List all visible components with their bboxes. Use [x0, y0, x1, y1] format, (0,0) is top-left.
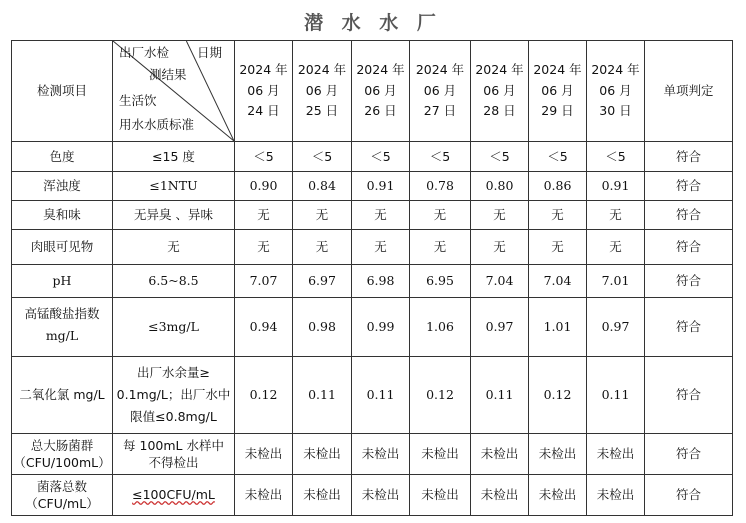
item-cell: 菌落总数 （CFU/mL） — [12, 475, 113, 516]
value-cell: 无 — [352, 201, 410, 230]
value-cell: 1.01 — [529, 298, 587, 357]
value-cell: 0.11 — [471, 357, 529, 434]
value-cell: ＜5 — [529, 142, 587, 172]
diag-label-result: 测结果 — [149, 67, 187, 82]
value-cell: 无 — [293, 201, 352, 230]
standard-cell: 6.5~8.5 — [113, 265, 235, 298]
water-quality-table — [11, 40, 733, 516]
standard-cell: 出厂水余量≥ 0.1mg/L；出厂水中 限值≤0.8mg/L — [113, 357, 235, 434]
verdict-column-header: 单项判定 — [645, 41, 733, 142]
value-cell: 未检出 — [293, 434, 352, 475]
diag-label-std1: 生活饮 — [119, 93, 157, 108]
value-cell: ＜5 — [410, 142, 471, 172]
value-cell: 6.98 — [352, 265, 410, 298]
value-cell: 0.12 — [529, 357, 587, 434]
date-header: 2024 年 06 月 24 日 — [235, 41, 293, 142]
value-cell: 0.11 — [352, 357, 410, 434]
value-cell: 无 — [410, 230, 471, 265]
standard-cell: 无异臭 、异味 — [113, 201, 235, 230]
value-cell: 未检出 — [471, 434, 529, 475]
value-cell: 无 — [293, 230, 352, 265]
value-cell: 6.97 — [293, 265, 352, 298]
verdict-cell: 符合 — [645, 475, 733, 516]
date-header: 2024 年 06 月 26 日 — [352, 41, 410, 142]
date-header: 2024 年 06 月 27 日 — [410, 41, 471, 142]
value-cell: 无 — [471, 201, 529, 230]
value-cell: 未检出 — [410, 475, 471, 516]
value-cell: 0.11 — [293, 357, 352, 434]
value-cell: 无 — [352, 230, 410, 265]
diag-label-date: 日期 — [197, 45, 223, 60]
verdict-cell: 符合 — [645, 265, 733, 298]
value-cell: 未检出 — [529, 434, 587, 475]
value-cell: 未检出 — [471, 475, 529, 516]
verdict-cell: 符合 — [645, 230, 733, 265]
value-cell: 未检出 — [235, 434, 293, 475]
item-cell: 浑浊度 — [12, 172, 113, 201]
value-cell: 未检出 — [529, 475, 587, 516]
value-cell: 7.04 — [529, 265, 587, 298]
table-row — [12, 357, 733, 434]
item-cell: 色度 — [12, 142, 113, 172]
item-cell: 总大肠菌群 （CFU/100mL） — [12, 434, 113, 475]
value-cell: 0.97 — [587, 298, 645, 357]
value-cell: 未检出 — [410, 434, 471, 475]
value-cell: 7.07 — [235, 265, 293, 298]
table-row — [12, 298, 733, 357]
value-cell: 1.06 — [410, 298, 471, 357]
value-cell: 0.84 — [293, 172, 352, 201]
value-cell: 无 — [529, 230, 587, 265]
value-cell: 未检出 — [352, 475, 410, 516]
value-cell: 无 — [410, 201, 471, 230]
value-cell: 未检出 — [235, 475, 293, 516]
value-cell: 无 — [587, 230, 645, 265]
diag-label-top: 出厂水检 — [119, 45, 170, 60]
value-cell: 无 — [235, 201, 293, 230]
value-cell: 0.86 — [529, 172, 587, 201]
value-cell: 无 — [529, 201, 587, 230]
standard-cell: 无 — [113, 230, 235, 265]
page-title: 潜 水 水 厂 — [304, 12, 442, 34]
item-column-header: 检测项目 — [12, 41, 113, 142]
value-cell: 7.04 — [471, 265, 529, 298]
value-cell: 0.99 — [352, 298, 410, 357]
item-cell: 高锰酸盐指数 mg/L — [12, 298, 113, 357]
value-cell: ＜5 — [352, 142, 410, 172]
value-cell: 无 — [587, 201, 645, 230]
verdict-cell: 符合 — [645, 142, 733, 172]
value-cell: 未检出 — [587, 475, 645, 516]
value-cell: ＜5 — [471, 142, 529, 172]
table-row — [12, 142, 733, 172]
item-cell: 二氧化氯 mg/L — [12, 357, 113, 434]
verdict-cell: 符合 — [645, 357, 733, 434]
value-cell: 7.01 — [587, 265, 645, 298]
table-row — [12, 172, 733, 201]
value-cell: 0.91 — [587, 172, 645, 201]
diag-label-std2: 用水水质标准 — [119, 117, 195, 132]
standard-cell: ≤15 度 — [113, 142, 235, 172]
value-cell: 0.97 — [471, 298, 529, 357]
standard-cell: ≤3mg/L — [113, 298, 235, 357]
standard-cell: ≤1NTU — [113, 172, 235, 201]
item-cell: 肉眼可见物 — [12, 230, 113, 265]
verdict-cell: 符合 — [645, 201, 733, 230]
value-cell: 0.94 — [235, 298, 293, 357]
diagonal-header-cell — [113, 41, 235, 142]
date-header: 2024 年 06 月 29 日 — [529, 41, 587, 142]
value-cell: 0.12 — [410, 357, 471, 434]
table-row — [12, 265, 733, 298]
verdict-cell: 符合 — [645, 298, 733, 357]
date-header: 2024 年 06 月 28 日 — [471, 41, 529, 142]
table-row — [12, 434, 733, 475]
verdict-cell: 符合 — [645, 434, 733, 475]
value-cell: 未检出 — [587, 434, 645, 475]
value-cell: 0.91 — [352, 172, 410, 201]
date-header: 2024 年 06 月 25 日 — [293, 41, 352, 142]
verdict-cell: 符合 — [645, 172, 733, 201]
date-header: 2024 年 06 月 30 日 — [587, 41, 645, 142]
value-cell: 0.80 — [471, 172, 529, 201]
value-cell: 0.11 — [587, 357, 645, 434]
value-cell: 6.95 — [410, 265, 471, 298]
value-cell: 未检出 — [293, 475, 352, 516]
table-row — [12, 230, 733, 265]
value-cell: 未检出 — [352, 434, 410, 475]
value-cell: 0.98 — [293, 298, 352, 357]
value-cell: 0.90 — [235, 172, 293, 201]
table-row — [12, 475, 733, 516]
standard-cell: ≤100CFU/mL — [113, 475, 235, 516]
value-cell: ＜5 — [587, 142, 645, 172]
item-cell: pH — [12, 265, 113, 298]
value-cell: ＜5 — [293, 142, 352, 172]
value-cell: 0.12 — [235, 357, 293, 434]
table-row — [12, 201, 733, 230]
value-cell: ＜5 — [235, 142, 293, 172]
item-cell: 臭和味 — [12, 201, 113, 230]
header-row — [12, 41, 733, 142]
value-cell: 0.78 — [410, 172, 471, 201]
value-cell: 无 — [235, 230, 293, 265]
standard-cell: 每 100mL 水样中 不得检出 — [113, 434, 235, 475]
value-cell: 无 — [471, 230, 529, 265]
